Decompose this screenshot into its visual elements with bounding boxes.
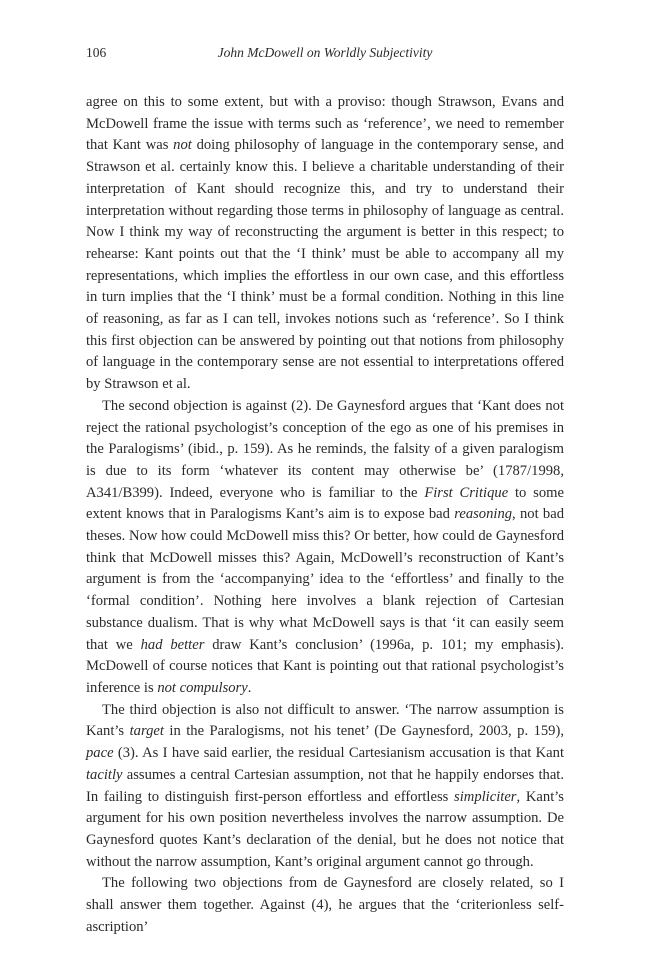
text-run: The second objection is against (2). De Gaynesford argues that ‘Kant does not reject the rational psychologist’s conception of the ego as one of his premises in the Paralogisms’ (ibid., p. 159). As he reminds, the falsity of a given paralogism is due to its form ‘whatever its content may otherwise be’ (1787/1998, A341/B399). Indeed, everyone who is familiar to the: [86, 397, 564, 501]
running-head: [86, 45, 564, 65]
text-run: , not bad theses. Now how could McDowell miss this? Or better, how could de Gaynesford think that McDowell misses this? Again, McDowell’s reconstruction of Kant’s argument is from the ‘accompanying’ idea to the ‘effortless’ and finally to the ‘formal condition’. Nothing here involves a blank rejection of Cartesian substance dualism. That is why what McDowell says is that ‘it can easily seem that we: [86, 506, 564, 653]
paragraph-1: [86, 92, 564, 396]
text-run: The third objection is also not difficult to answer. ‘The narrow assumption is Kant’s: [86, 701, 564, 740]
italic-run: target: [129, 723, 164, 740]
italic-run: tacitly: [86, 766, 123, 783]
italic-run: not: [173, 137, 192, 154]
text-run: in the Paralogisms, not his tenet’ (De Gaynesford, 2003, p. 159),: [163, 723, 564, 740]
italic-run: pace: [86, 745, 114, 762]
paragraph-2: [86, 396, 564, 700]
text-run: to some extent knows that in Paralogisms Kant’s aim is to expose bad: [86, 484, 564, 523]
text-run: (3). As I have said earlier, the residual Cartesianism accusation is that Kant: [113, 745, 564, 762]
page-number: 106: [86, 45, 107, 60]
text-run: doing philosophy of language in the contemporary sense, and Strawson et al. certainly know this. I believe a charitable understanding of their interpretation of Kant should recognize this, and try to understand their interpretation without regarding those terms in philosophy of language as central. Now I think my way of reconstructing the argument is better in this respect; to rehearse: Kant points out that the ‘I think’ must be able to accompany all my representations, which implies the effortless in our own case, and this effortless in turn implies that the ‘I think’ must be a formal condition. Nothing in this line of reasoning, as far as I can tell, invokes notions such as ‘reference’. So I think this first objection can be answered by pointing out that notions from philosophy of language in the contemporary sense are not essential to interpretations offered by Strawson et al.: [86, 137, 564, 393]
italic-run: First Critique: [424, 484, 509, 501]
text-run: draw Kant’s conclusion’ (1996a, p. 101; my emphasis). McDowell of course notices that Kant is pointing out that rational psychologist’s inference is: [86, 636, 564, 696]
text-run: assumes a central Cartesian assumption, not that he happily endorses that. In failing to distinguish first-person effortless and effortless: [86, 766, 564, 805]
paragraph-4: [86, 873, 564, 938]
text-run: , Kant’s argument for his own position nevertheless involves the narrow assumption. De Gaynesford quotes Kant’s declaration of the denial, but he does not notice that without the narrow assumption, Kant’s original argument cannot go through.: [86, 788, 564, 870]
paragraph-3: [86, 700, 564, 874]
italic-run: simpliciter: [454, 788, 517, 805]
body-text: [86, 92, 564, 938]
text-run: .: [247, 679, 252, 696]
running-title: John McDowell on Worldly Subjectivity: [217, 45, 433, 60]
italic-run: not compulsory: [157, 679, 248, 696]
text-run: The following two objections from de Gaynesford are closely related, so I shall answer them together. Against (4), he argues that the ‘criterionless self-ascription’: [86, 875, 564, 935]
italic-run: reasoning: [454, 506, 513, 523]
italic-run: had better: [140, 636, 205, 653]
text-run: agree on this to some extent, but with a proviso: though Strawson, Evans and McDowell frame the issue with terms such as ‘reference’, we need to remember that Kant was: [86, 94, 564, 154]
